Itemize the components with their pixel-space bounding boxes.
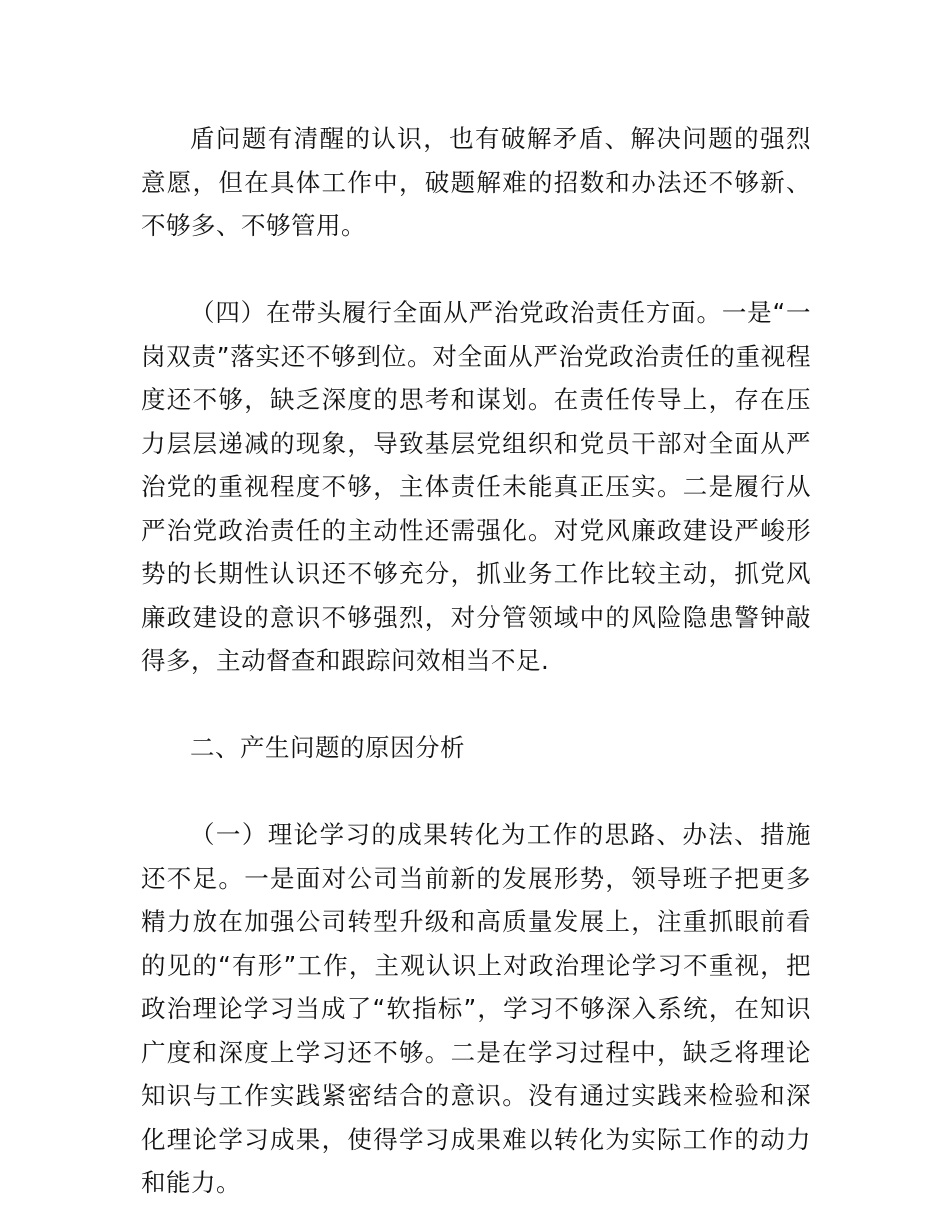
paragraph-continuation: 盾问题有清醒的认识，也有破解矛盾、解决问题的强烈意愿，但在具体工作中，破题解难的招数和办法还不够新、不够多、不够管用。 — [141, 124, 811, 240]
section-heading-cause-analysis: 二、产生问题的原因分析 — [190, 733, 465, 762]
paragraph-section-four: （四）在带头履行全面从严治党政治责任方面。一是“一岗双责”落实还不够到位。对全面从严治党政治责任的重视程度还不够，缺乏深度的思考和谋划。在责任传导上，存在压力层层递减的现象，导致基层党组织和党员干部对全面从严治党的重视程度不够，主体责任未能真正压实。二是履行从严治党政治责任的主动性还需强化。对党风廉政建设严峻形势的长期性认识还不够充分，抓业务工作比较主动，抓党风廉政建设的意识不够强烈，对分管领域中的风险隐患警钟敲得多，主动督查和跟踪问效相当不足. — [141, 298, 811, 675]
paragraph-subsection-one: （一）理论学习的成果转化为工作的思路、办法、措施还不足。一是面对公司当前新的发展形势，领导班子把更多精力放在加强公司转型升级和高质量发展上，注重抓眼前看的见的“有形”工作，主观认识上对政治理论学习不重视，把政治理论学习当成了“软指标”，学习不够深入系统，在知识广度和深度上学习还不够。二是在学习过程中，缺乏将理论知识与工作实践紧密结合的意识。没有通过实践来检验和深化理论学习成果，使得学习成果难以转化为实际工作的动力和能力。 — [141, 820, 811, 1197]
document-body — [141, 117, 811, 1205]
